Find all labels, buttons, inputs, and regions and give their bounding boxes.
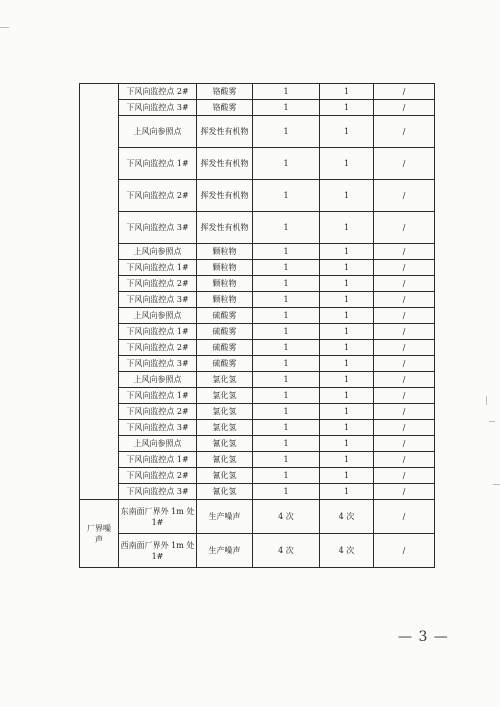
frequency-cell: 1	[320, 116, 374, 148]
monitoring-item-cell: 挥发性有机物	[197, 116, 253, 148]
table-row	[80, 372, 435, 388]
monitoring-point-cell: 下风向监控点 2#	[119, 340, 197, 356]
remark-cell: /	[374, 500, 435, 534]
scan-mark	[493, 484, 500, 485]
remark-cell: /	[374, 116, 435, 148]
table-row	[80, 244, 435, 260]
remark-cell: /	[374, 436, 435, 452]
table-row	[80, 468, 435, 484]
remark-cell: /	[374, 452, 435, 468]
frequency-cell: 1	[320, 292, 374, 308]
frequency-cell: 1	[320, 244, 374, 260]
table-row	[80, 308, 435, 324]
frequency-cell: 1	[253, 324, 320, 340]
monitoring-point-cell: 下风向监控点 3#	[119, 292, 197, 308]
remark-cell: /	[374, 292, 435, 308]
table-row	[80, 340, 435, 356]
monitoring-item-cell: 生产噪声	[197, 534, 253, 568]
frequency-cell: 1	[253, 212, 320, 244]
table-row	[80, 534, 435, 568]
monitoring-item-cell: 铬酸雾	[197, 84, 253, 100]
monitoring-item-cell: 氰化氢	[197, 484, 253, 500]
monitoring-point-cell: 下风向监控点 3#	[119, 356, 197, 372]
monitoring-item-cell: 氯化氢	[197, 388, 253, 404]
monitoring-point-cell: 下风向监控点 2#	[119, 468, 197, 484]
remark-cell: /	[374, 420, 435, 436]
frequency-cell: 1	[320, 452, 374, 468]
table-row	[80, 100, 435, 116]
remark-cell: /	[374, 276, 435, 292]
monitoring-item-cell: 硫酸雾	[197, 356, 253, 372]
frequency-cell: 1	[320, 404, 374, 420]
remark-cell: /	[374, 260, 435, 276]
table-row	[80, 356, 435, 372]
table-row	[80, 84, 435, 100]
table-row	[80, 212, 435, 244]
table-row	[80, 500, 435, 534]
frequency-cell: 1	[253, 116, 320, 148]
frequency-cell: 1	[253, 340, 320, 356]
remark-cell: /	[374, 340, 435, 356]
monitoring-point-cell: 下风向监控点 3#	[119, 100, 197, 116]
table-row	[80, 420, 435, 436]
monitoring-point-cell: 西南面厂界外 1m 处 1#	[119, 534, 197, 568]
monitoring-item-cell: 挥发性有机物	[197, 148, 253, 180]
monitoring-item-cell: 氰化氢	[197, 452, 253, 468]
category-cell-noise: 厂界噪声	[80, 500, 119, 568]
monitoring-item-cell: 氯化氢	[197, 404, 253, 420]
table-row	[80, 116, 435, 148]
frequency-cell: 4 次	[253, 500, 320, 534]
monitoring-point-cell: 下风向监控点 2#	[119, 180, 197, 212]
scan-mark	[489, 421, 495, 422]
frequency-cell: 1	[320, 100, 374, 116]
table-row	[80, 436, 435, 452]
remark-cell: /	[374, 534, 435, 568]
frequency-cell: 1	[320, 148, 374, 180]
monitoring-point-cell: 下风向监控点 2#	[119, 404, 197, 420]
frequency-cell: 4 次	[253, 534, 320, 568]
frequency-cell: 1	[253, 308, 320, 324]
remark-cell: /	[374, 468, 435, 484]
frequency-cell: 1	[253, 404, 320, 420]
remark-cell: /	[374, 484, 435, 500]
remark-cell: /	[374, 356, 435, 372]
frequency-cell: 1	[320, 484, 374, 500]
remark-cell: /	[374, 100, 435, 116]
frequency-cell: 1	[253, 244, 320, 260]
monitoring-item-cell: 铬酸雾	[197, 100, 253, 116]
monitoring-point-cell: 下风向监控点 3#	[119, 484, 197, 500]
frequency-cell: 1	[253, 148, 320, 180]
table-row	[80, 452, 435, 468]
frequency-cell: 1	[253, 180, 320, 212]
monitoring-point-cell: 下风向监控点 1#	[119, 452, 197, 468]
remark-cell: /	[374, 388, 435, 404]
frequency-cell: 1	[320, 468, 374, 484]
monitoring-point-cell: 下风向监控点 2#	[119, 276, 197, 292]
monitoring-item-cell: 颗粒物	[197, 244, 253, 260]
table-row	[80, 276, 435, 292]
frequency-cell: 1	[320, 260, 374, 276]
remark-cell: /	[374, 212, 435, 244]
monitoring-table	[79, 83, 435, 568]
frequency-cell: 1	[253, 100, 320, 116]
frequency-cell: 1	[253, 436, 320, 452]
frequency-cell: 1	[320, 420, 374, 436]
remark-cell: /	[374, 308, 435, 324]
remark-cell: /	[374, 372, 435, 388]
remark-cell: /	[374, 148, 435, 180]
frequency-cell: 1	[320, 212, 374, 244]
frequency-cell: 1	[253, 292, 320, 308]
monitoring-point-cell: 下风向监控点 1#	[119, 388, 197, 404]
frequency-cell: 1	[320, 340, 374, 356]
frequency-cell: 1	[253, 468, 320, 484]
frequency-cell: 4 次	[320, 500, 374, 534]
scan-mark	[0, 27, 9, 28]
monitoring-item-cell: 氰化氢	[197, 468, 253, 484]
frequency-cell: 1	[253, 484, 320, 500]
monitoring-point-cell: 上风向参照点	[119, 436, 197, 452]
monitoring-item-cell: 挥发性有机物	[197, 180, 253, 212]
table-row	[80, 148, 435, 180]
monitoring-point-cell: 下风向监控点 1#	[119, 148, 197, 180]
monitoring-point-cell: 下风向监控点 2#	[119, 84, 197, 100]
monitoring-point-cell: 下风向监控点 3#	[119, 420, 197, 436]
frequency-cell: 1	[253, 372, 320, 388]
frequency-cell: 1	[320, 84, 374, 100]
remark-cell: /	[374, 84, 435, 100]
monitoring-item-cell: 颗粒物	[197, 292, 253, 308]
page-number: — 3 —	[398, 629, 449, 645]
frequency-cell: 1	[320, 276, 374, 292]
monitoring-item-cell: 生产噪声	[197, 500, 253, 534]
frequency-cell: 1	[253, 260, 320, 276]
table-row	[80, 180, 435, 212]
monitoring-point-cell: 上风向参照点	[119, 244, 197, 260]
frequency-cell: 1	[320, 372, 374, 388]
frequency-cell: 1	[320, 436, 374, 452]
frequency-cell: 1	[253, 452, 320, 468]
monitoring-point-cell: 上风向参照点	[119, 116, 197, 148]
table-row	[80, 388, 435, 404]
table-row	[80, 260, 435, 276]
frequency-cell: 1	[320, 308, 374, 324]
monitoring-item-cell: 氰化氢	[197, 436, 253, 452]
table-row	[80, 404, 435, 420]
table-row	[80, 484, 435, 500]
monitoring-item-cell: 挥发性有机物	[197, 212, 253, 244]
remark-cell: /	[374, 404, 435, 420]
category-cell	[80, 84, 119, 500]
frequency-cell: 1	[253, 276, 320, 292]
frequency-cell: 1	[253, 84, 320, 100]
frequency-cell: 4 次	[320, 534, 374, 568]
frequency-cell: 1	[320, 356, 374, 372]
monitoring-point-cell: 东南面厂界外 1m 处 1#	[119, 500, 197, 534]
monitoring-point-cell: 下风向监控点 1#	[119, 324, 197, 340]
frequency-cell: 1	[320, 388, 374, 404]
frequency-cell: 1	[253, 420, 320, 436]
monitoring-point-cell: 上风向参照点	[119, 372, 197, 388]
monitoring-point-cell: 上风向参照点	[119, 308, 197, 324]
frequency-cell: 1	[320, 180, 374, 212]
monitoring-item-cell: 硫酸雾	[197, 308, 253, 324]
table-row	[80, 324, 435, 340]
table-row	[80, 292, 435, 308]
frequency-cell: 1	[253, 356, 320, 372]
remark-cell: /	[374, 244, 435, 260]
monitoring-point-cell: 下风向监控点 3#	[119, 212, 197, 244]
frequency-cell: 1	[253, 388, 320, 404]
remark-cell: /	[374, 180, 435, 212]
scan-mark	[486, 396, 487, 405]
monitoring-item-cell: 颗粒物	[197, 276, 253, 292]
monitoring-item-cell: 颗粒物	[197, 260, 253, 276]
monitoring-point-cell: 下风向监控点 1#	[119, 260, 197, 276]
frequency-cell: 1	[320, 324, 374, 340]
monitoring-item-cell: 硫酸雾	[197, 324, 253, 340]
remark-cell: /	[374, 324, 435, 340]
monitoring-item-cell: 硫酸雾	[197, 340, 253, 356]
monitoring-item-cell: 氯化氢	[197, 372, 253, 388]
monitoring-item-cell: 氯化氢	[197, 420, 253, 436]
